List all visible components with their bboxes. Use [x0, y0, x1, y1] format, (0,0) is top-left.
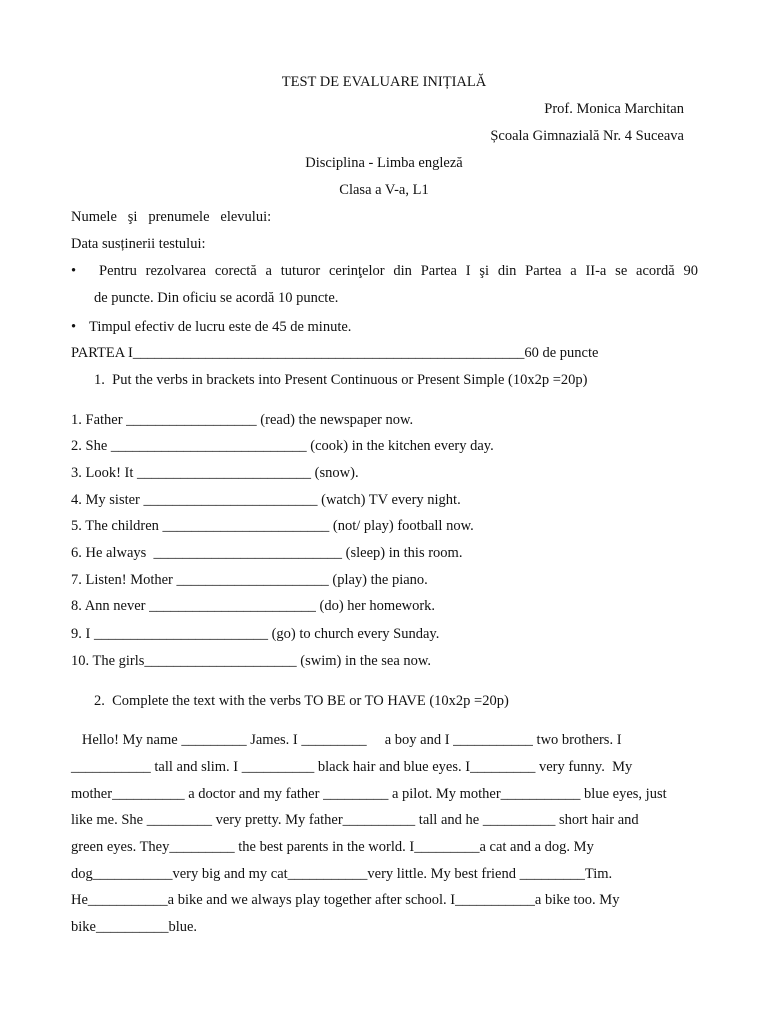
exercise1-item: 9. I ________________________ (go) to church every Sunday.: [71, 626, 440, 642]
exercise1-item: 4. My sister ________________________ (watch) TV every night.: [71, 492, 461, 508]
class-level: Clasa a V-a, L1: [339, 182, 429, 198]
exercise1-item: 2. She ___________________________ (cook) in the kitchen every day.: [71, 438, 494, 454]
school-name: Școala Gimnazială Nr. 4 Suceava: [490, 128, 684, 144]
instruction-points-line1: Pentru rezolvarea corectă a tuturor cerinţelor din Partea I şi din Partea a II-a se acordă 90: [99, 263, 698, 279]
exercise1-item: 3. Look! It ________________________ (snow).: [71, 465, 359, 481]
exercise2-text-line: ___________ tall and slim. I __________ black hair and blue eyes. I_________ very funny. My: [71, 759, 633, 775]
exercise2-text-line: like me. She _________ very pretty. My father__________ tall and he __________ short hair and: [71, 812, 639, 828]
test-title: TEST DE EVALUARE INIȚIALĂ: [281, 74, 487, 90]
bullet-icon: •: [71, 263, 77, 279]
exercise2-text-line: dog___________very big and my cat___________very little. My best friend _________Tim.: [71, 866, 613, 882]
author-name: Prof. Monica Marchitan: [544, 101, 684, 117]
student-name-label: Numele şi prenumele elevului:: [71, 209, 272, 225]
exercise2-text-line: green eyes. They_________ the best parents in the world. I_________a cat and a dog. My: [71, 839, 594, 855]
instruction-time: Timpul efectiv de lucru este de 45 de minute.: [89, 319, 352, 335]
exercise1-item: 5. The children _______________________ (not/ play) football now.: [71, 518, 474, 534]
exercise2-text-line: mother__________ a doctor and my father _________ a pilot. My mother___________ blue eyes, just: [71, 786, 667, 802]
bullet-icon: •: [71, 319, 77, 335]
exercise1-title: 1. Put the verbs in brackets into Present Continuous or Present Simple (10x2p =20p): [94, 372, 588, 388]
exercise1-item: 6. He always __________________________ (sleep) in this room.: [71, 545, 463, 561]
discipline: Disciplina - Limba engleză: [305, 155, 463, 171]
instruction-points-line2: de puncte. Din oficiu se acordă 10 puncte.: [94, 290, 339, 306]
part1-heading: PARTEA I______________________________________________________60 de puncte: [71, 345, 599, 361]
exercise2-text-line: Hello! My name _________ James. I _________ a boy and I ___________ two brothers. I: [71, 732, 622, 748]
exercise1-item: 10. The girls_____________________ (swim) in the sea now.: [71, 653, 432, 669]
exercise2-title: 2. Complete the text with the verbs TO BE or TO HAVE (10x2p =20p): [94, 693, 509, 709]
exercise1-item: 1. Father __________________ (read) the newspaper now.: [71, 412, 414, 428]
exercise2-text-line: He___________a bike and we always play together after school. I___________a bike too. My: [71, 892, 620, 908]
exercise1-item: 8. Ann never _______________________ (do) her homework.: [71, 598, 436, 614]
exercise2-text-line: bike__________blue.: [71, 919, 198, 935]
exercise1-item: 7. Listen! Mother _____________________ (play) the piano.: [71, 572, 428, 588]
test-date-label: Data susținerii testului:: [71, 236, 206, 252]
